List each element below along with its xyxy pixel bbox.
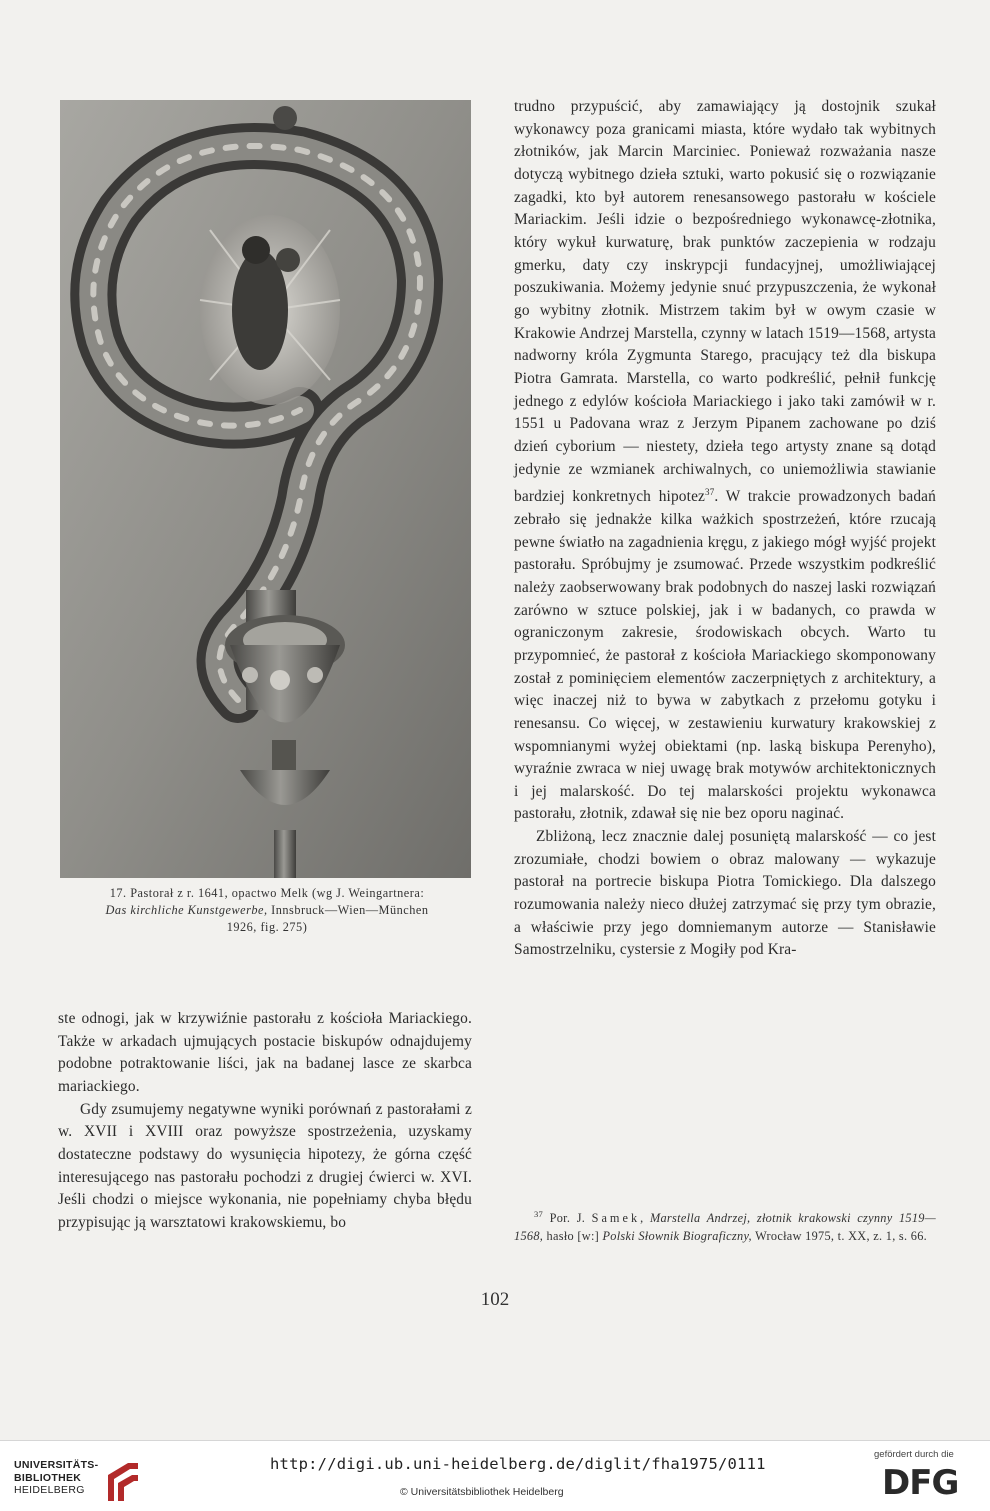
sponsor-label: gefördert durch die [874, 1449, 954, 1460]
dfg-sponsor[interactable] [868, 1449, 978, 1507]
footnote-prefix: Por. J. [543, 1211, 592, 1226]
footnote-title: Marstella Andrzej, złotnik krakowski czynny 1519—1568, [514, 1211, 936, 1243]
right-text-column [514, 96, 936, 962]
right-paragraph-1 [514, 96, 936, 826]
copyright-text: © Universitätsbibliothek Heidelberg [400, 1486, 564, 1498]
library-name [14, 1459, 98, 1497]
right-paragraph-1-part-a: trudno przypuścić, aby zamawiający ją dostojnik szukał wykonawcy poza granicami miasta, które wydało tak wybitnych złotników, jak Marcin Marciniec. Ponieważ rozważania nasze dotyczą wybitnego dzieła sztuki, warto pokusić się o rozwiązanie zagadki, kto był autorem renesansowego pastorału w kościele Mariackim. Jeśli idzie o bezpośredniego wykonawcę-złotnika, który wykuł kurwaturę, brak punktów zaczepienia w rodzaju gmerku, daty czy inskrypcji fundacyjnej, umożliwiającej poszukiwania. Możemy jedynie snuć przypuszczenia, że wykonał go wybitny złotnik. Mistrzem takim był w owym czasie w Krakowie Andrzej Marstella, czynny w latach 1519—1568, artysta nadworny króla Zygmunta Starego, pracujący też dla biskupa Piotra Gamrata. Marstella, co warto podkreślić, pełnił funkcję jednego z edylów kościoła Mariackiego i jako taki zamówił w r. 1551 u Padovana wraz z Jerzym Pipanem zachowane po dziś dzień cyborium — niestety, dzieła tego artysty znane są dotąd jedynie ze wzmianek archiwalnych, co uniemożliwia stawianie bardziej konkretnych hipotez [514, 98, 936, 506]
crozier-illustration [60, 100, 471, 878]
caption-line-3: 1926, fig. 275) [226, 920, 308, 934]
footnote-middle: hasło [w:] [543, 1228, 603, 1243]
footnote [514, 1206, 936, 1245]
document-url-link[interactable]: http://digi.ub.uni-heidelberg.de/diglit/fha1975/0111 [270, 1455, 766, 1473]
caption-line-2: Innsbruck—Wien—München [267, 903, 429, 917]
figure-caption [52, 885, 482, 936]
library-emblem-icon [102, 1457, 142, 1503]
library-logo[interactable] [14, 1453, 144, 1503]
left-paragraph-2: Gdy zsumujemy negatywne wyniki porównań z pastorałami z w. XVII i XVIII oraz powyższe spostrzeżenia, uzyskamy dostateczne podstawy do wysunięcia hipotezy, że górna część interesującego nas pastorału pochodzi z drugiej ćwierci w. XVI. Jeśli chodzi o miejsce wykonania, nie popełniamy chyba błędu przypisując ją warsztatowi krakowskiemu, bo [58, 1100, 472, 1231]
caption-line-1: 17. Pastorał z r. 1641, opactwo Melk (wg J. Weingartnera: [109, 886, 425, 900]
left-paragraph-1: ste odnogi, jak w krzywiźnie pastorału z kościoła Mariackiego. Także w arkadach ujmujących postacie biskupów odnajdujemy podobne potraktowanie liści, jak na badanej lasce ze skarbca mariackiego. [58, 1010, 472, 1095]
left-text-column [58, 1008, 472, 1235]
library-line-1: UNIVERSITÄTS- [14, 1459, 99, 1471]
footnote-suffix: Wrocław 1975, t. XX, z. 1, s. 66. [751, 1228, 928, 1243]
footnote-author: Samek [591, 1211, 641, 1226]
page-number: 102 [480, 1289, 510, 1310]
footnote-source: Polski Słownik Biograficzny, [602, 1228, 752, 1243]
caption-book-title: Das kirchliche Kunstgewerbe, [105, 903, 268, 917]
dfg-logo: DFG [882, 1463, 959, 1503]
footnote-separator: , [640, 1211, 650, 1226]
footnote-reference: 37 [705, 487, 715, 498]
footer-bar [0, 1440, 990, 1511]
footnote-number: 37 [534, 1209, 544, 1219]
library-line-2: BIBLIOTHEK [14, 1471, 82, 1484]
library-line-3: HEIDELBERG [14, 1484, 85, 1496]
right-paragraph-1-part-b: . W trakcie prowadzonych badań zebrało się jednakże kilka ważkich spostrzeżeń, które rzucają pewne światło na zagadnienia kręgu, z jakiego mógł wyjść projekt pastorału. Spróbujmy je zsumować. Przede wszystkim podkreślić należy zaobserwowany brak podobnych do naszej laski rozwiązań zarówno w sztuce polskiej, jak i w badanych, co prawda w ograniczonym zakresie, środowiskach obcych. Warto tu przypomnieć, że pastorał z kościoła Mariackiego skomponowany został z pominięciem elementów zaczerpniętych z architektury, a więc inaczej niż to bywa w zabytkach z przełomu gotyku i renesansu. Co więcej, w zestawieniu kurwatury krakowskiej z wspomnianymi wyżej obiektami (np. laską biskupa Perenyho), wyraźnie zwraca w niej uwagę brak motywów architektonicznych i jej malarskość. Do tej malarskości projektu wykonawca pastorału, złotnik, zdawał się nie bez oporu naginać. [514, 488, 936, 823]
right-paragraph-2: Zbliżoną, lecz znacznie dalej posuniętą malarskość — co jest zrozumiałe, chodzi bowiem o obraz malowany — wykazuje pastorał na portrecie biskupa Piotra Tomickiego. Dla dalszego rozumowania należy nieco dłużej zatrzymać się przy tym obrazie, a właściwie przy jego domniemanym autorze — Stanisławie Samostrzelniku, cystersie z Mogiły pod Kra- [514, 828, 936, 959]
crozier-photograph [60, 100, 471, 878]
